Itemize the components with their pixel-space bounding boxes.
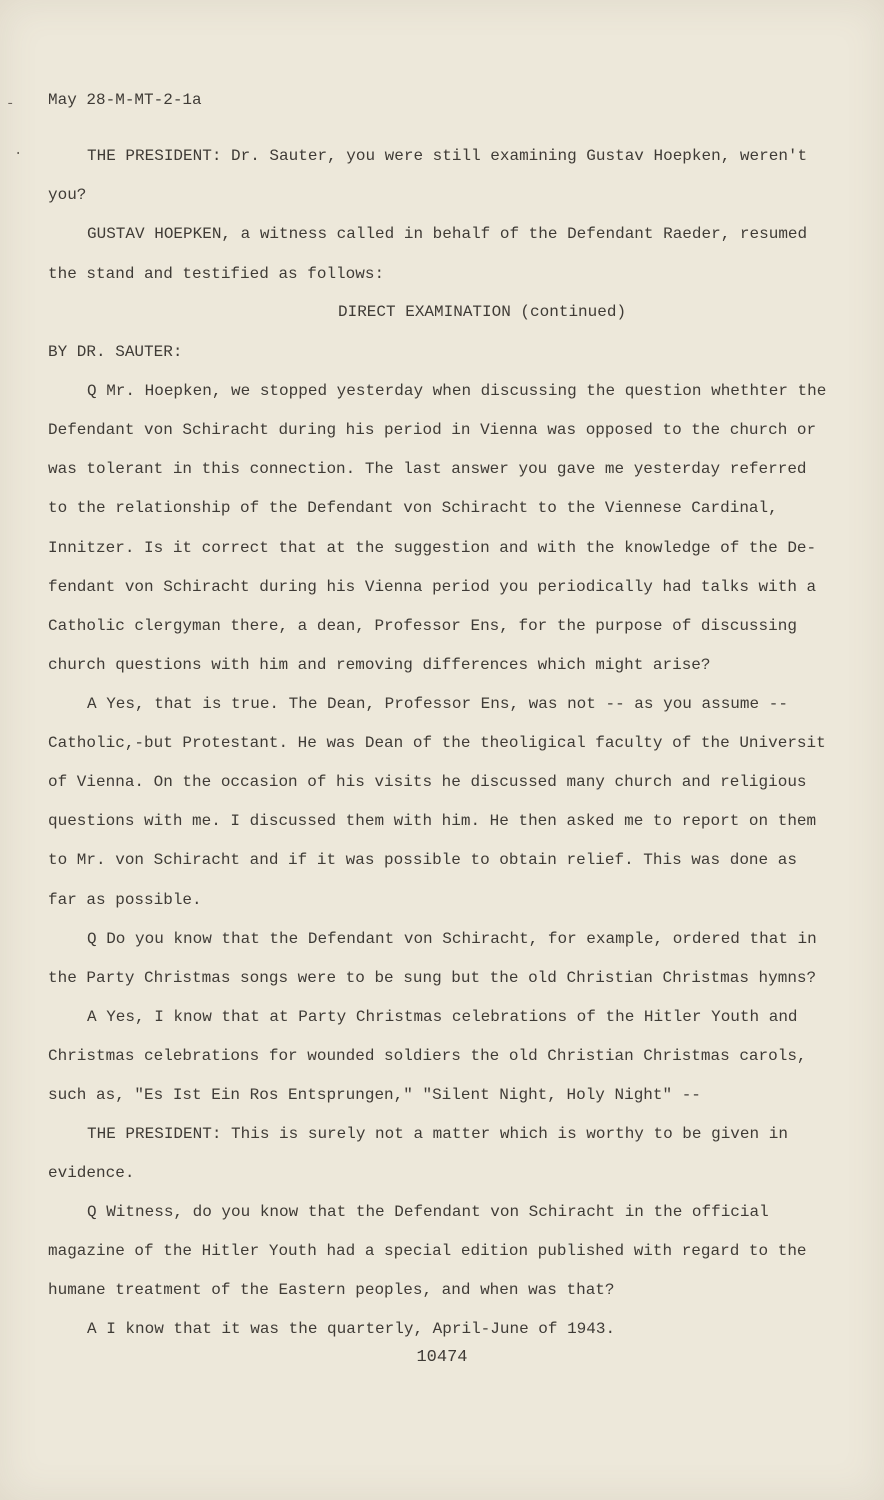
text-line: was tolerant in this connection. The last answer you gave me yesterday referred <box>48 460 807 478</box>
text-line: BY DR. SAUTER: <box>48 343 183 361</box>
text-line: humane treatment of the Eastern peoples, and when was that? <box>48 1281 615 1299</box>
text-line: to Mr. von Schiracht and if it was possible to obtain relief. This was done as <box>48 851 797 869</box>
text-line: A Yes, that is true. The Dean, Professor Ens, was not -- as you assume -- <box>87 695 788 713</box>
text-line: questions with me. I discussed them with him. He then asked me to report on them <box>48 812 817 830</box>
text-line: you? <box>48 186 87 204</box>
section-heading: DIRECT EXAMINATION (continued) <box>338 303 627 321</box>
text-line: Christmas celebrations for wounded soldiers the old Christian Christmas carols, <box>48 1047 807 1065</box>
text-line: far as possible. <box>48 891 202 909</box>
text-line: Catholic,-but Protestant. He was Dean of the theoligical faculty of the Universit <box>48 734 826 752</box>
page-header: May 28-M-MT-2-1a <box>48 91 202 109</box>
text-line: Innitzer. Is it correct that at the suggestion and with the knowledge of the De- <box>48 539 817 557</box>
text-line: Q Do you know that the Defendant von Schiracht, for example, ordered that in <box>87 930 817 948</box>
text-line: the stand and testified as follows: <box>48 265 385 283</box>
text-line: A Yes, I know that at Party Christmas celebrations of the Hitler Youth and <box>87 1008 798 1026</box>
text-line: Defendant von Schiracht during his period in Vienna was opposed to the church or <box>48 421 817 439</box>
text-line: GUSTAV HOEPKEN, a witness called in behalf of the Defendant Raeder, resumed <box>87 225 808 243</box>
text-line: of Vienna. On the occasion of his visits he discussed many church and religious <box>48 773 807 791</box>
text-line: fendant von Schiracht during his Vienna period you periodically had talks with a <box>48 578 817 596</box>
text-line: Q Mr. Hoepken, we stopped yesterday when discussing the question whethter the <box>87 382 827 400</box>
text-line: the Party Christmas songs were to be sung but the old Christian Christmas hymns? <box>48 969 817 987</box>
text-line: THE PRESIDENT: Dr. Sauter, you were still examining Gustav Hoepken, weren't <box>87 147 808 165</box>
text-line: Q Witness, do you know that the Defendant von Schiracht in the official <box>87 1203 769 1221</box>
margin-mark: · <box>14 146 23 162</box>
text-line: evidence. <box>48 1164 135 1182</box>
text-line: magazine of the Hitler Youth had a special edition published with regard to the <box>48 1242 807 1260</box>
text-line: to the relationship of the Defendant von Schiracht to the Viennese Cardinal, <box>48 499 778 517</box>
text-line: THE PRESIDENT: This is surely not a matter which is worthy to be given in <box>87 1125 788 1143</box>
text-line: A I know that it was the quarterly, April-June of 1943. <box>87 1320 616 1338</box>
text-line: church questions with him and removing differences which might arise? <box>48 656 711 674</box>
text-line: Catholic clergyman there, a dean, Professor Ens, for the purpose of discussing <box>48 617 797 635</box>
text-line: such as, "Es Ist Ein Ros Entsprungen," "Silent Night, Holy Night" -- <box>48 1086 701 1104</box>
margin-mark: - <box>6 96 15 112</box>
page-number: 10474 <box>416 1348 468 1367</box>
